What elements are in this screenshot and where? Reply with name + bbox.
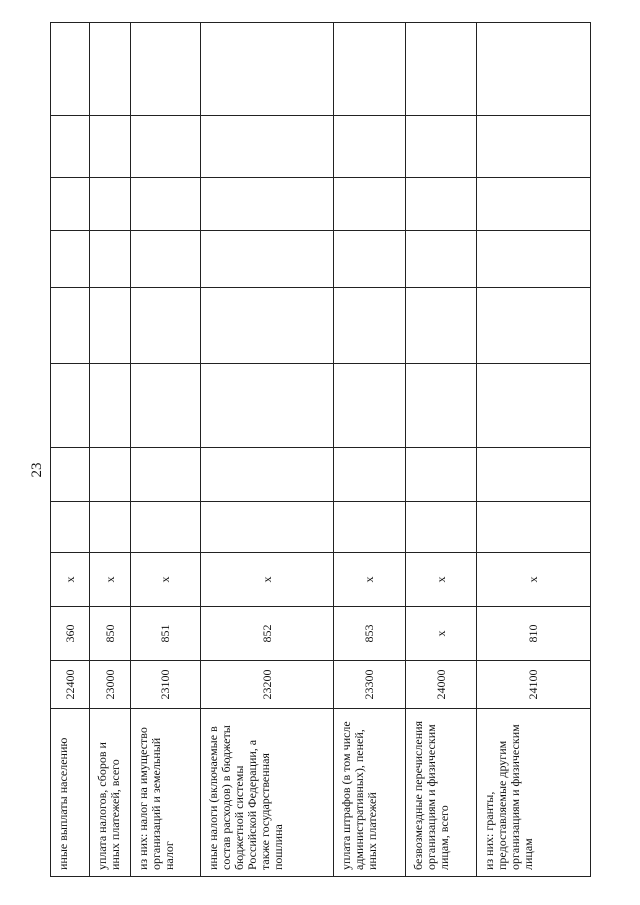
empty-cell [334, 231, 406, 288]
empty-cell [90, 178, 131, 231]
empty-cell [90, 288, 131, 364]
empty-cell [131, 116, 201, 178]
empty-cell [201, 364, 334, 448]
empty-cell [90, 116, 131, 178]
table-row [477, 23, 591, 877]
empty-cell [90, 23, 131, 116]
empty-cell [334, 116, 406, 178]
empty-cell [131, 502, 201, 553]
empty-cell [477, 178, 591, 231]
page-number: 23 [29, 462, 45, 478]
row-label: уплата налогов, сборов и иных платежей, всего [90, 709, 131, 877]
empty-cell [90, 231, 131, 288]
row-label: безвозмездные перечисления организациям и физическим лицам, всего [406, 709, 477, 877]
kbk-code: 853 [334, 607, 406, 661]
line-code: 24000 [406, 661, 477, 709]
empty-cell [131, 448, 201, 502]
empty-cell [334, 178, 406, 231]
empty-cell [131, 288, 201, 364]
financial-plan-table [50, 22, 591, 877]
empty-cell [334, 364, 406, 448]
empty-cell [201, 231, 334, 288]
empty-cell [406, 364, 477, 448]
empty-cell [477, 502, 591, 553]
kbk-code: 852 [201, 607, 334, 661]
empty-cell [477, 23, 591, 116]
empty-cell [201, 23, 334, 116]
empty-cell [406, 502, 477, 553]
empty-cell [334, 288, 406, 364]
empty-cell [51, 502, 90, 553]
empty-cell [131, 231, 201, 288]
table-row [131, 23, 201, 877]
row-label: из них: гранты, предоставляемые другим организациям и физическим лицам [477, 709, 591, 877]
kbk-code: 851 [131, 607, 201, 661]
row-label: из них: налог на имущество организаций и земельный налог [131, 709, 201, 877]
empty-cell [201, 448, 334, 502]
line-code: 24100 [477, 661, 591, 709]
empty-cell [406, 288, 477, 364]
empty-cell [477, 448, 591, 502]
line-code: 23200 [201, 661, 334, 709]
empty-cell [51, 116, 90, 178]
line-code: 22400 [51, 661, 90, 709]
empty-cell [90, 364, 131, 448]
empty-cell [477, 231, 591, 288]
empty-cell [406, 448, 477, 502]
x-mark: x [131, 553, 201, 607]
empty-cell [51, 448, 90, 502]
line-code: 23000 [90, 661, 131, 709]
line-code: 23300 [334, 661, 406, 709]
empty-cell [131, 178, 201, 231]
table-row [51, 23, 90, 877]
empty-cell [406, 178, 477, 231]
empty-cell [477, 288, 591, 364]
empty-cell [51, 231, 90, 288]
empty-cell [334, 23, 406, 116]
kbk-code: x [406, 607, 477, 661]
empty-cell [201, 116, 334, 178]
kbk-code: 850 [90, 607, 131, 661]
empty-cell [51, 364, 90, 448]
rotated-table-wrapper [50, 23, 590, 877]
x-mark: x [477, 553, 591, 607]
line-code: 23100 [131, 661, 201, 709]
empty-cell [90, 448, 131, 502]
empty-cell [51, 178, 90, 231]
kbk-code: 360 [51, 607, 90, 661]
empty-cell [477, 116, 591, 178]
empty-cell [51, 288, 90, 364]
x-mark: x [334, 553, 406, 607]
empty-cell [201, 502, 334, 553]
empty-cell [131, 364, 201, 448]
row-label: иные выплаты населению [51, 709, 90, 877]
row-label: уплата штрафов (в том числе административных), пеней, иных платежей [334, 709, 406, 877]
table-row [90, 23, 131, 877]
empty-cell [406, 116, 477, 178]
x-mark: x [51, 553, 90, 607]
table-row [334, 23, 406, 877]
x-mark: x [406, 553, 477, 607]
row-label: иные налоги (включаемые в состав расходов) в бюджеты бюджетной системы Российской Федерации, а также государственная пошлина [201, 709, 334, 877]
empty-cell [90, 502, 131, 553]
empty-cell [334, 448, 406, 502]
empty-cell [51, 23, 90, 116]
empty-cell [334, 502, 406, 553]
kbk-code: 810 [477, 607, 591, 661]
x-mark: x [90, 553, 131, 607]
table-row [201, 23, 334, 877]
empty-cell [201, 178, 334, 231]
empty-cell [131, 23, 201, 116]
x-mark: x [201, 553, 334, 607]
table-row [406, 23, 477, 877]
empty-cell [201, 288, 334, 364]
empty-cell [406, 23, 477, 116]
empty-cell [477, 364, 591, 448]
empty-cell [406, 231, 477, 288]
